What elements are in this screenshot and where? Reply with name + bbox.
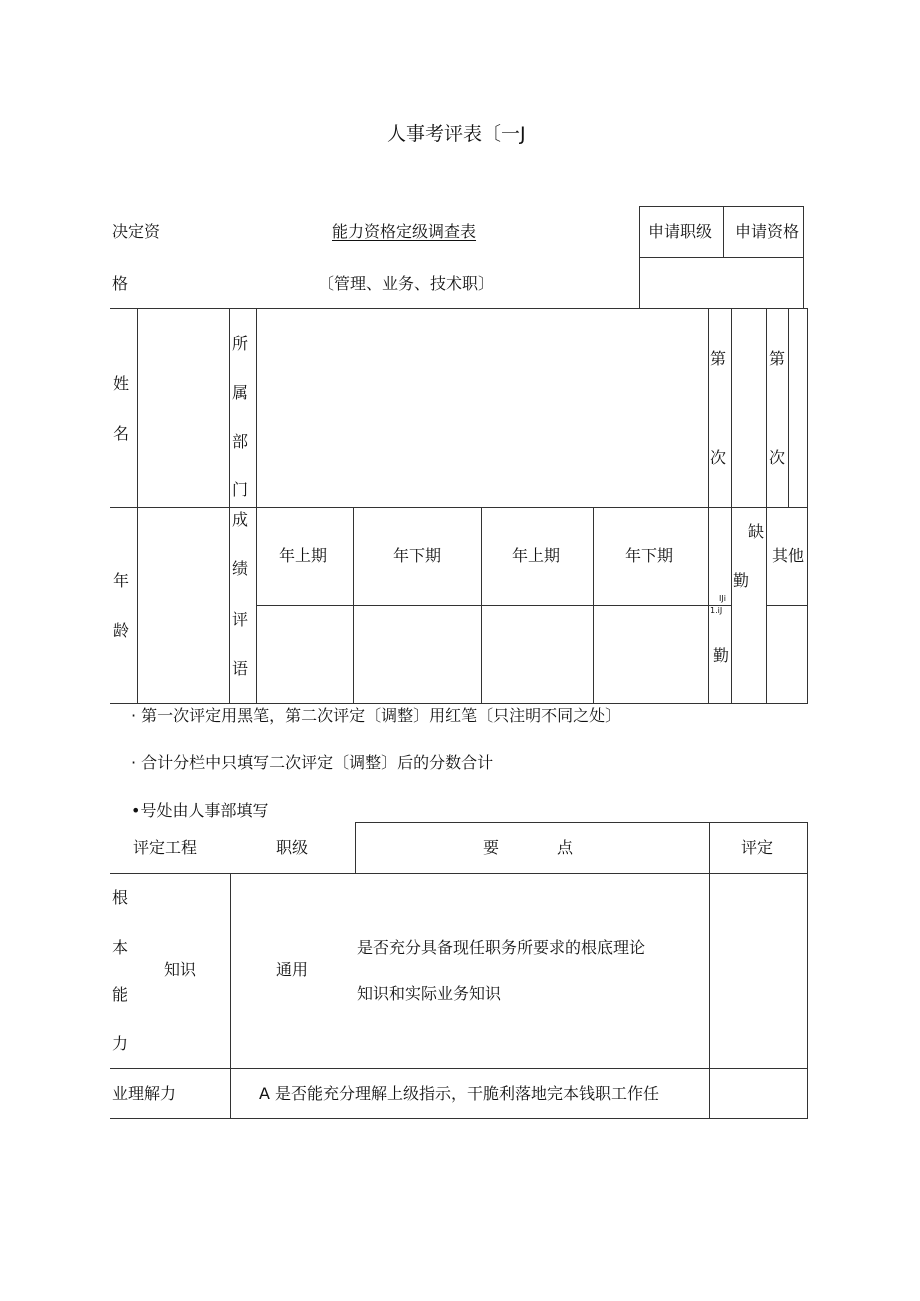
- absence-label-line2: 勤: [733, 571, 750, 590]
- form-title: 能力资格定级调查表: [332, 222, 477, 241]
- eval-header-rank: 职级: [276, 838, 309, 857]
- period-col-3: [593, 507, 594, 703]
- eval-header-points-1: 要: [483, 838, 500, 857]
- basic-ability-char1: 根: [112, 888, 129, 907]
- grade-label-char4: 语: [232, 659, 249, 678]
- apply-rank-label: 申请职级: [648, 222, 713, 241]
- eval-col-right: [807, 822, 808, 1118]
- attend-label: 勤: [713, 646, 730, 665]
- age-label-line2: 龄: [113, 621, 130, 640]
- small-mark-2: 1.iJ: [710, 606, 723, 615]
- info-col-5: [731, 308, 732, 703]
- apply-qual-label: 申请资格: [735, 222, 800, 241]
- info-col-2: [229, 308, 230, 703]
- grade-label-char3: 评: [232, 610, 249, 629]
- info-table-row-divider: [110, 507, 808, 508]
- grade-label-char1: 成: [232, 510, 249, 529]
- info-table-other-divider: [766, 605, 808, 606]
- info-col-3: [256, 308, 257, 703]
- info-col-4: [708, 308, 709, 703]
- info-table-top: [110, 308, 808, 309]
- round-a-line2: 次: [710, 448, 727, 467]
- apply-box-right: [803, 206, 804, 308]
- period-col-2: [481, 507, 482, 703]
- basic-ability-char3: 能: [112, 985, 129, 1004]
- apply-box-top: [639, 206, 804, 207]
- grade-label-char2: 绩: [232, 559, 249, 578]
- info-table-bottom: [110, 703, 808, 704]
- basic-ability-char4: 力: [112, 1034, 129, 1053]
- round-b-line1: 第: [769, 349, 786, 368]
- info-col-6: [766, 308, 767, 703]
- knowledge-label: 知识: [164, 960, 197, 979]
- eval-table-bottom: [110, 1118, 808, 1119]
- note-3: •号处由人事部填写: [131, 801, 269, 820]
- eval-header-bottom: [110, 873, 808, 874]
- round-b-line2: 次: [769, 448, 786, 467]
- absence-label-line1: 缺: [748, 522, 765, 541]
- period-col-1: [353, 507, 354, 703]
- name-label-line2: 名: [113, 424, 130, 443]
- basic-ability-char2: 本: [112, 938, 129, 957]
- form-subtitle: 〔管理、业务、技术职〕: [318, 274, 495, 293]
- knowledge-desc-line1: 是否充分具备现任职务所要求的根底理论: [357, 938, 646, 957]
- period-header-3: 年上期: [512, 546, 561, 565]
- eval-row-divider: [110, 1068, 808, 1069]
- understanding-label: 业理解力: [112, 1084, 177, 1103]
- eval-header-rating: 评定: [741, 838, 774, 857]
- apply-box-left: [639, 206, 640, 308]
- eval-header-col-1: [355, 822, 356, 873]
- small-mark-1: IJi: [719, 594, 726, 603]
- dept-label-char4: 门: [232, 480, 249, 499]
- page-title: 人事考评表〔一J: [387, 123, 526, 145]
- other-label: 其他: [772, 546, 805, 565]
- decision-label-line2: 格: [112, 274, 129, 293]
- round-a-line1: 第: [710, 349, 727, 368]
- eval-header-points-2: 点: [557, 838, 574, 857]
- period-header-2: 年下期: [393, 546, 442, 565]
- apply-box-mid: [639, 257, 804, 258]
- decision-label-line1: 决定资: [112, 222, 161, 241]
- period-header-1: 年上期: [279, 546, 328, 565]
- dept-label-char2: 属: [232, 383, 249, 402]
- age-label-line1: 年: [113, 571, 130, 590]
- dept-label-char1: 所: [232, 334, 249, 353]
- understanding-desc: A 是否能充分理解上级指示，干脆利落地完本钱职工作任: [259, 1084, 660, 1103]
- info-table-grade-divider: [256, 605, 731, 606]
- note-2: · 合计分栏中只填写二次评定〔调整〕后的分数合计: [131, 753, 494, 772]
- dept-label-char3: 部: [232, 432, 249, 451]
- knowledge-desc-line2: 知识和实际业务知识: [357, 984, 502, 1003]
- eval-col-rating: [709, 822, 710, 1118]
- period-header-4: 年下期: [625, 546, 674, 565]
- name-label-line1: 姓: [113, 374, 130, 393]
- apply-box-divider: [723, 206, 724, 257]
- info-col-8: [807, 308, 808, 703]
- info-col-1: [137, 308, 138, 703]
- general-label: 通用: [276, 960, 309, 979]
- eval-col-left: [230, 873, 231, 1118]
- eval-header-item: 评定工程: [133, 838, 198, 857]
- note-1: · 第一次评定用黑笔，第二次评定〔调整〕用红笔〔只注明不同之处〕: [131, 706, 622, 725]
- eval-table-top: [355, 822, 808, 823]
- info-col-7: [788, 308, 789, 507]
